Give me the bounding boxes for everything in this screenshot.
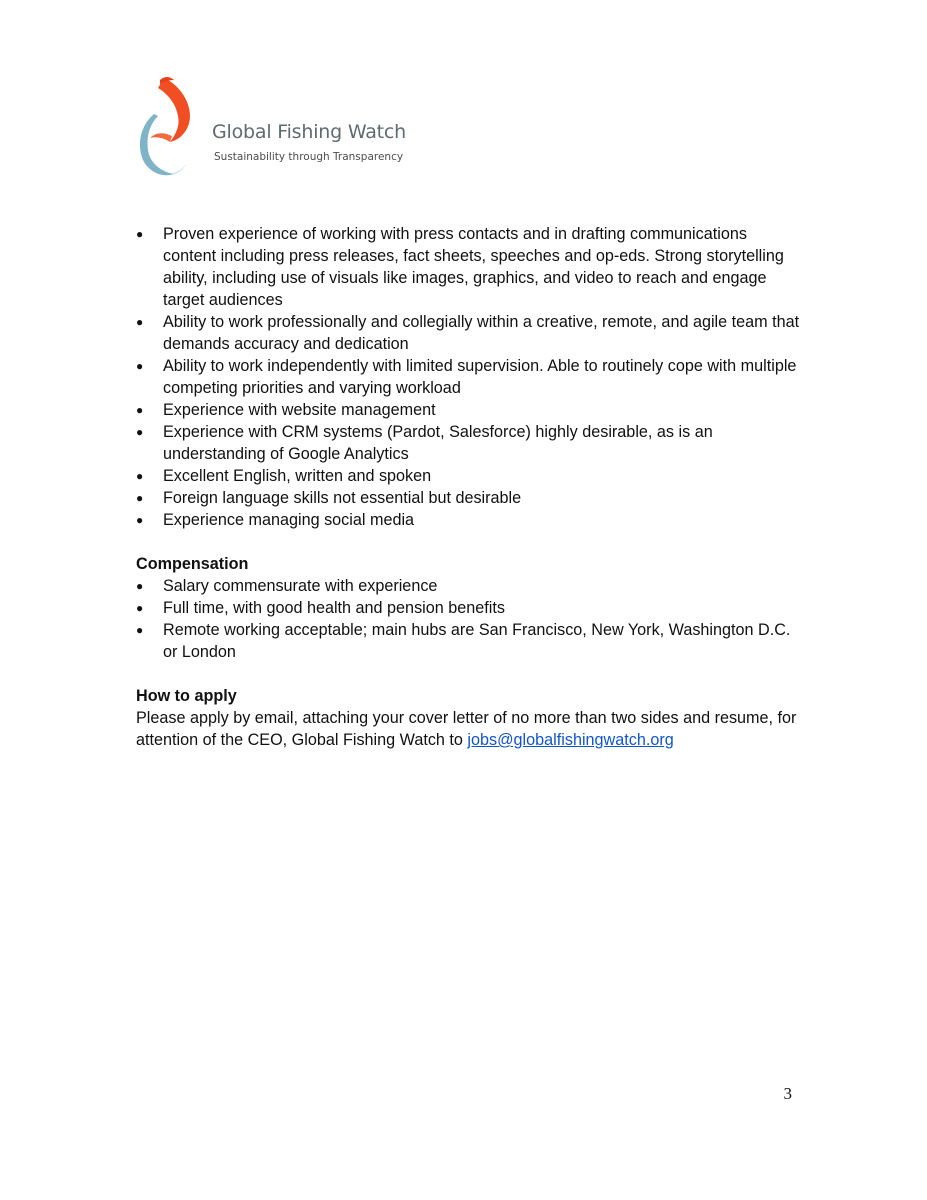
list-item: ● Foreign language skills not essential but desirable xyxy=(136,489,522,507)
bullet-icon: ● xyxy=(136,359,144,373)
compensation-list xyxy=(136,575,801,663)
list-item: ● Remote working acceptable; main hubs are San Francisco, New York, Washington D.C. or London xyxy=(136,621,791,661)
bullet-icon: ● xyxy=(136,425,144,439)
document-body xyxy=(136,223,801,751)
bullet-icon: ● xyxy=(136,227,144,241)
bullet-icon: ● xyxy=(136,601,144,615)
bullet-icon: ● xyxy=(136,623,144,637)
list-item: ● Experience with website management xyxy=(136,401,436,419)
list-item: ● Full time, with good health and pension benefits xyxy=(136,599,505,617)
bullet-icon: ● xyxy=(136,469,144,483)
page-number: 3 xyxy=(783,1084,792,1103)
list-item: ● Salary commensurate with experience xyxy=(136,577,438,595)
bullet-icon: ● xyxy=(136,403,144,417)
list-item: ● Excellent English, written and spoken xyxy=(136,467,432,485)
email-link[interactable]: jobs@globalfishingwatch.org xyxy=(467,731,674,749)
apply-text: Please apply by email, attaching your cover letter of no more than two sides and resume, for attention of the CEO, Global Fishing Watch to xyxy=(136,709,797,749)
bullet-icon: ● xyxy=(136,579,144,593)
logo-tagline: Sustainability through Transparency xyxy=(214,151,404,163)
logo-name: Global Fishing Watch xyxy=(212,121,406,143)
apply-paragraph xyxy=(136,707,801,751)
fish-logo-icon xyxy=(134,74,204,180)
list-item: ● Experience with CRM systems (Pardot, Salesforce) highly desirable, as is an understanding of Google Analytics xyxy=(136,423,713,463)
how-to-apply-heading: How to apply xyxy=(136,687,237,705)
organization-logo xyxy=(134,74,424,180)
compensation-heading: Compensation xyxy=(136,555,249,573)
list-item: ● Ability to work professionally and collegially within a creative, remote, and agile team that demands accuracy and dedication xyxy=(136,313,800,353)
list-item: ● Experience managing social media xyxy=(136,511,415,529)
list-item: ● Proven experience of working with press contacts and in drafting communications content including press releases, fact sheets, speeches and op-eds. Strong storytelling ability, including use of visuals like images, graphics, and video to reach and engage target audiences xyxy=(136,225,784,309)
bullet-icon: ● xyxy=(136,491,144,505)
bullet-icon: ● xyxy=(136,315,144,329)
requirements-list xyxy=(136,223,801,531)
bullet-icon: ● xyxy=(136,513,144,527)
list-item: ● Ability to work independently with limited supervision. Able to routinely cope with multiple competing priorities and varying workload xyxy=(136,357,797,397)
